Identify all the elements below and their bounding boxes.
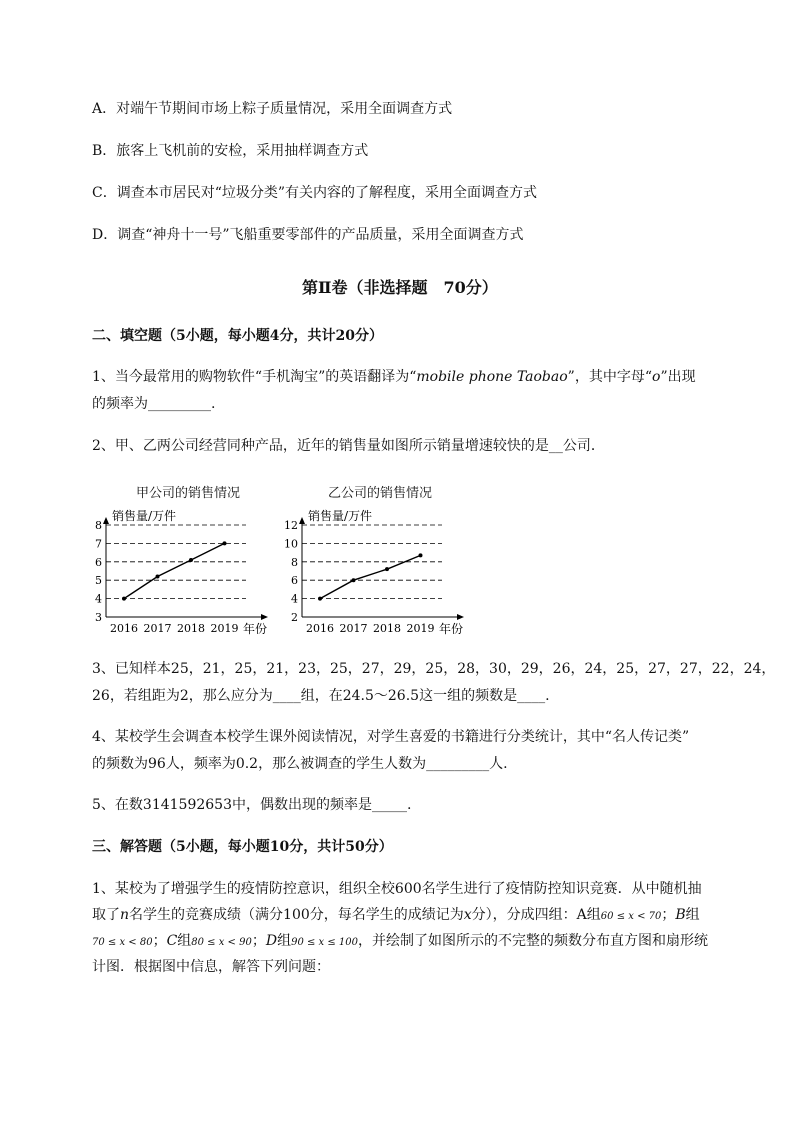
x-tick-label: 2016 [306, 622, 334, 635]
p1-l2-a: 取了 [92, 907, 120, 923]
x-axis-label: 年份 [438, 622, 463, 635]
q1-text-c: ”出现 [660, 369, 696, 385]
p1-l2-e: 组 [685, 907, 700, 923]
option-a: A．对端午节期间市场上粽子质量情况，采用全面调查方式 [92, 101, 453, 117]
p1-var-x: x [463, 907, 472, 923]
chart-yi [284, 505, 474, 635]
chart-yi-title: 乙公司的销售情况 [328, 486, 433, 501]
y-tick-label: 12 [284, 519, 298, 532]
y-tick-label: 8 [291, 555, 298, 569]
x-tick-label: 2017 [339, 622, 368, 635]
y-axis-arrow [299, 517, 305, 524]
y-tick-label: 2 [291, 611, 298, 624]
option-b: B．旅客上飞机前的安检，采用抽样调查方式 [92, 143, 369, 159]
question-2: 2、甲、乙两公司经营同种产品，近年的销售量如图所示销量增速较快的是__公司． [92, 438, 605, 454]
p1-l3-e: ，并绘制了如图所示的不完整的频数分布直方图和扇形统 [358, 933, 709, 949]
option-c: C．调查本市居民对“垃圾分类”有关内容的了解程度，采用全面调查方式 [92, 185, 538, 201]
p1-l3-b: 组 [177, 933, 192, 949]
p1-l3-d: 组 [277, 933, 292, 949]
part2-title: 第Ⅱ卷（非选择题 70分） [302, 278, 498, 297]
series-line [124, 543, 225, 598]
y-tick-label: 4 [291, 592, 298, 606]
p1-l2-c: 分），分成四组：A组 [471, 907, 601, 923]
question-4-line2: 的频数为96人，频率为0.2，那么被调查的学生人数为_________人. [92, 756, 508, 772]
question-1-line1 [92, 368, 696, 386]
problem-1-line3 [92, 932, 708, 952]
option-d: D．调查“神舟十一号”飞船重要零部件的产品质量，采用全面调查方式 [92, 227, 524, 243]
p1-range-c: 80 ≤ x < 90 [191, 937, 252, 948]
x-tick-label: 2016 [110, 622, 138, 635]
section3-heading: 三、解答题（5小题，每小题10分，共计50分） [92, 839, 393, 855]
y-tick-label: 5 [95, 574, 102, 588]
p1-range-a: 60 ≤ x < 70 [600, 911, 662, 922]
x-tick-label: 2018 [177, 622, 205, 635]
data-point [352, 578, 356, 582]
y-tick-label: 3 [95, 611, 102, 624]
x-axis-label: 年份 [242, 622, 267, 635]
p1-range-b: 70 ≤ x < 80 [92, 937, 153, 948]
p1-l3-c: ； [251, 933, 266, 949]
y-tick-label: 4 [95, 592, 102, 606]
question-1-line2: 的频率为_________. [92, 396, 216, 412]
x-tick-label: 2017 [143, 622, 172, 635]
x-tick-label: 2019 [210, 622, 239, 635]
p1-l3-a: ； [152, 933, 167, 949]
y-tick-label: 10 [284, 537, 298, 551]
y-axis-label: 销售量/万件 [112, 509, 177, 523]
x-tick-label: 2019 [406, 622, 435, 635]
problem-1-line1: 1、某校为了增强学生的疫情防控意识，组织全校600名学生进行了疫情防控知识竞赛．从中随机抽 [92, 881, 702, 897]
y-axis-label: 销售量/万件 [308, 509, 373, 523]
p1-l2-b: 名学生的竞赛成绩（满分100分，每名学生的成绩记为 [129, 907, 464, 923]
x-tick-label: 2018 [373, 622, 401, 635]
y-tick-label: 8 [95, 519, 102, 532]
p1-group-b: B [675, 907, 686, 923]
section2-heading: 二、填空题（5小题，每小题4分，共计20分） [92, 328, 383, 344]
problem-1-line2 [92, 906, 700, 926]
x-axis-arrow [261, 614, 268, 620]
problem-1-line4: 计图．根据图中信息，解答下列问题： [92, 959, 330, 975]
y-tick-label: 6 [95, 555, 102, 569]
question-3-line1: 3、已知样本25，21，25，21，23，25，27，29，25，28，30，29，26，24，25，27，27，22，24， [92, 661, 776, 677]
chart-jia-title: 甲公司的销售情况 [136, 486, 241, 501]
question-3-line2: 26，若组距为2，那么应分为____组，在24.5～26.5这一组的频数是____. [92, 688, 550, 704]
data-point [385, 567, 389, 571]
data-point [419, 553, 423, 557]
p1-group-c: C [166, 933, 178, 949]
question-5: 5、在数3141592653中，偶数出现的频率是_____. [92, 797, 412, 813]
data-point [122, 597, 126, 601]
q1-letter: o [652, 369, 661, 385]
data-point [189, 558, 193, 562]
question-4-line1: 4、某校学生会调查本校学生课外阅读情况，对学生喜爱的书籍进行分类统计，其中“名人传记类” [92, 729, 690, 745]
y-tick-label: 7 [95, 537, 102, 551]
p1-l2-d: ； [661, 907, 676, 923]
y-axis-arrow [103, 517, 109, 524]
q1-text-a: 1、当今最常用的购物软件“手机淘宝”的英语翻译为“ [92, 369, 417, 385]
chart-jia [88, 505, 278, 635]
p1-range-d: 90 ≤ x ≤ 100 [291, 937, 359, 948]
q1-text-b: ”，其中字母“ [567, 369, 652, 385]
y-tick-label: 6 [291, 574, 298, 588]
data-point [223, 541, 227, 545]
p1-group-d: D [265, 933, 278, 949]
p1-var-n: n [120, 907, 130, 923]
data-point [156, 575, 160, 579]
data-point [318, 597, 322, 601]
q1-english: mobile phone Taobao [416, 369, 568, 385]
x-axis-arrow [457, 614, 464, 620]
